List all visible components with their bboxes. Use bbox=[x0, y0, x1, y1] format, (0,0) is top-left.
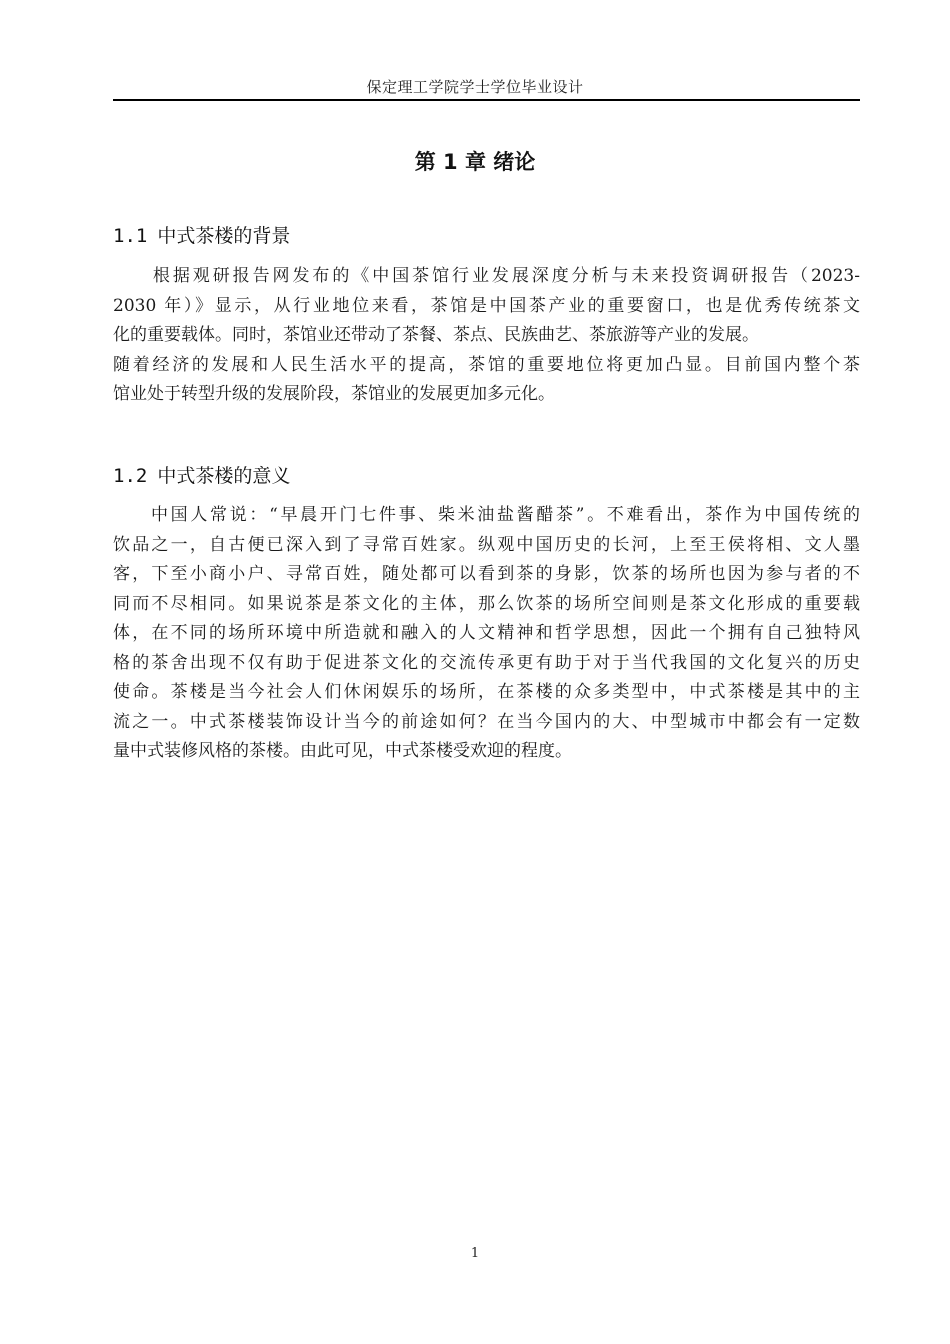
page-number: 1 bbox=[470, 1246, 480, 1261]
text-line: 2030 年）》显示，从行业地位来看，茶馆是中国茶产业的重要窗口，也是优秀传统茶文 bbox=[113, 295, 860, 316]
text-line: 体，在不同的场所环境中所造就和融入的人文精神和哲学思想，因此一个拥有自己独特风 bbox=[113, 623, 860, 643]
paragraph-significance bbox=[113, 501, 860, 767]
text-line: 饮品之一，自古便已深入到了寻常百姓家。纵观中国历史的长河，上至王侯将相、文人墨 bbox=[113, 534, 860, 555]
text-line: 量中式装修风格的茶楼。由此可见，中式茶楼受欢迎的程度。 bbox=[113, 741, 572, 761]
text-line: 客，下至小商小户、寻常百姓，随处都可以看到茶的身影，饮茶的场所也因为参与者的不 bbox=[113, 564, 860, 584]
section-title: 中式茶楼的背景 bbox=[157, 225, 291, 247]
section-heading-1-1 bbox=[113, 221, 290, 248]
section-heading-1-2 bbox=[113, 461, 290, 488]
header-rule bbox=[113, 99, 860, 101]
text-line: 使命。茶楼是当今社会人们休闲娱乐的场所，在茶楼的众多类型中，中式茶楼是其中的主 bbox=[113, 682, 860, 702]
text-line: 格的茶舍出现不仅有助于促进茶文化的交流传承更有助于对于当代我国的文化复兴的历史 bbox=[113, 652, 860, 673]
text-line: 化的重要载体。同时，茶馆业还带动了茶餐、茶点、民族曲艺、茶旅游等产业的发展。 bbox=[113, 325, 759, 345]
section-number: 1.2 bbox=[113, 465, 148, 487]
text-line: 随着经济的发展和人民生活水平的提高，茶馆的重要地位将更加凸显。目前国内整个茶 bbox=[113, 354, 860, 375]
text-line: 同而不尽相同。如果说茶是茶文化的主体，那么饮茶的场所空间则是茶文化形成的重要载 bbox=[113, 593, 860, 614]
section-number: 1.1 bbox=[113, 225, 148, 247]
chapter-title: 第 1 章 绪论 bbox=[414, 150, 536, 174]
text-line: 中国人常说：“早晨开门七件事、柴米油盐酱醋茶”。不难看出，茶作为中国传统的 bbox=[151, 505, 860, 525]
text-line: 馆业处于转型升级的发展阶段，茶馆业的发展更加多元化。 bbox=[113, 384, 555, 404]
text-line: 根据观研报告网发布的《中国茶馆行业发展深度分析与未来投资调研报告（2023- bbox=[113, 266, 860, 286]
paragraph-background bbox=[113, 262, 860, 410]
running-header: 保定理工学院学士学位毕业设计 bbox=[366, 78, 584, 96]
section-title: 中式茶楼的意义 bbox=[157, 465, 291, 487]
text-line: 流之一。中式茶楼装饰设计当今的前途如何？在当今国内的大、中型城市中都会有一定数 bbox=[113, 711, 860, 732]
